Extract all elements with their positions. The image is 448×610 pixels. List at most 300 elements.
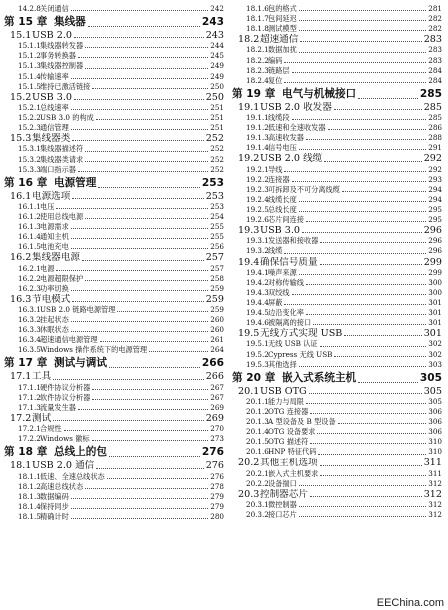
toc-entry-number: 18.2.3 bbox=[246, 65, 269, 75]
toc-dot-leader bbox=[328, 129, 427, 130]
toc-entry-number: 20.1.1 bbox=[246, 396, 269, 406]
toc-dot-leader bbox=[284, 171, 426, 172]
toc-entry-number: 20.1.3 bbox=[246, 417, 269, 427]
toc-subsection-entry[interactable] bbox=[232, 113, 442, 123]
toc-dot-leader bbox=[92, 389, 208, 390]
toc-entry-page: 278 bbox=[210, 481, 224, 491]
toc-subsection-entry[interactable] bbox=[4, 123, 224, 133]
toc-dot-leader bbox=[85, 488, 208, 489]
toc-entry-number: 20.3.2 bbox=[246, 510, 269, 520]
toc-subsection-entry[interactable] bbox=[232, 407, 442, 417]
toc-subsection-entry[interactable] bbox=[232, 427, 442, 437]
toc-entry-title: 控制器芯片 bbox=[260, 488, 308, 500]
toc-entry-page: 296 bbox=[428, 236, 442, 246]
toc-entry-title: OTG 描述符 bbox=[268, 437, 309, 447]
toc-entry-number: 15.1.3 bbox=[18, 61, 41, 71]
toc-subsection-entry[interactable] bbox=[232, 360, 442, 370]
toc-entry-title: 高速收发器 bbox=[268, 133, 304, 143]
toc-section-entry[interactable] bbox=[232, 34, 442, 45]
toc-entry-number: 15.1.2 bbox=[18, 51, 41, 61]
toc-entry-page: 295 bbox=[428, 204, 442, 214]
toc-dot-leader bbox=[92, 440, 209, 441]
toc-subsection-entry[interactable] bbox=[4, 222, 224, 232]
toc-subsection-entry[interactable] bbox=[232, 165, 442, 175]
toc-subsection-entry[interactable] bbox=[4, 434, 224, 444]
toc-entry-page: 286 bbox=[428, 123, 442, 133]
toc-entry-page: 276 bbox=[205, 460, 224, 472]
toc-subsection-entry[interactable] bbox=[4, 212, 224, 222]
toc-dot-leader bbox=[324, 161, 421, 162]
toc-entry-page: 283 bbox=[428, 45, 442, 55]
toc-section-entry[interactable] bbox=[4, 30, 224, 41]
toc-section-entry[interactable] bbox=[4, 413, 224, 424]
toc-entry-page: 266 bbox=[205, 371, 224, 383]
toc-entry-page: 256 bbox=[210, 242, 224, 252]
toc-entry-title: 电源管理 bbox=[54, 176, 97, 189]
toc-dot-leader bbox=[71, 109, 209, 110]
toc-entry-number: 18.1.6 bbox=[246, 4, 269, 13]
toc-section-entry[interactable] bbox=[232, 102, 442, 113]
toc-dot-leader bbox=[71, 78, 209, 79]
toc-subsection-entry[interactable] bbox=[4, 472, 224, 482]
toc-dot-leader bbox=[56, 208, 208, 209]
toc-chapter-entry[interactable] bbox=[4, 175, 224, 191]
toc-entry-page: 252 bbox=[210, 144, 224, 154]
toc-dot-leader bbox=[334, 109, 422, 110]
toc-entry-number: 19.2.2 bbox=[246, 174, 269, 184]
toc-entry-page: 293 bbox=[428, 174, 442, 184]
toc-entry-title: 其他选择 bbox=[268, 359, 297, 369]
toc-right-column bbox=[232, 4, 442, 520]
toc-dot-leader bbox=[53, 420, 204, 421]
toc-subsection-entry[interactable] bbox=[232, 479, 442, 489]
toc-dot-leader bbox=[56, 270, 208, 271]
toc-subsection-entry[interactable] bbox=[232, 469, 442, 479]
toc-entry-number: 16.3.3 bbox=[18, 325, 41, 335]
toc-entry-title: 屏蔽 bbox=[268, 298, 283, 307]
toc-entry-page: 294 bbox=[428, 184, 442, 194]
toc-dot-leader bbox=[284, 304, 426, 305]
toc-section-entry[interactable] bbox=[232, 458, 442, 469]
toc-subsection-entry[interactable] bbox=[4, 345, 224, 355]
toc-entry-title: Windows 操作系统下的电源管理 bbox=[40, 345, 148, 355]
toc-subsection-entry[interactable] bbox=[232, 205, 442, 215]
toc-entry-number: 15.1 bbox=[10, 30, 32, 42]
toc-subsection-entry[interactable] bbox=[4, 51, 224, 61]
toc-subsection-entry[interactable] bbox=[4, 492, 224, 502]
toc-entry-page: 282 bbox=[428, 14, 442, 24]
toc-chapter-entry[interactable] bbox=[4, 14, 224, 30]
toc-entry-number: 16.1.4 bbox=[18, 232, 41, 242]
toc-entry-title: 双绞线 bbox=[268, 287, 290, 297]
toc-subsection-entry[interactable] bbox=[4, 155, 224, 165]
toc-entry-page: 250 bbox=[205, 91, 224, 103]
toc-dot-leader bbox=[74, 99, 204, 100]
toc-entry-page: 251 bbox=[210, 102, 224, 112]
toc-entry-number: 16.1.3 bbox=[18, 222, 41, 232]
toc-section-entry[interactable] bbox=[232, 153, 442, 164]
toc-dot-leader bbox=[85, 47, 208, 48]
toc-chapter-entry[interactable] bbox=[232, 370, 442, 386]
toc-dot-leader bbox=[71, 228, 209, 229]
toc-subsection-entry[interactable] bbox=[4, 274, 224, 284]
toc-subsection-entry[interactable] bbox=[232, 143, 442, 153]
toc-section-entry[interactable] bbox=[232, 386, 442, 397]
toc-entry-title: 集线器 bbox=[54, 16, 86, 29]
toc-dot-leader bbox=[53, 379, 204, 380]
toc-entry-page: 259 bbox=[210, 305, 224, 314]
toc-chapter-entry[interactable] bbox=[4, 444, 224, 460]
toc-entry-page: 258 bbox=[210, 273, 224, 283]
toc-subsection-entry[interactable] bbox=[4, 242, 224, 252]
toc-entry-title: 通知主机 bbox=[40, 232, 69, 242]
toc-subsection-entry[interactable] bbox=[4, 264, 224, 274]
toc-entry-page: 266 bbox=[201, 357, 224, 370]
toc-entry-title: USB 2.0 收发器 bbox=[260, 101, 332, 113]
toc-entry-number: 16.2.1 bbox=[18, 263, 41, 273]
toc-entry-page: 260 bbox=[210, 315, 224, 325]
toc-dot-leader bbox=[320, 242, 426, 243]
toc-subsection-entry[interactable] bbox=[4, 165, 224, 175]
toc-entry-number: 19.4.4 bbox=[246, 298, 269, 307]
toc-entry-page: 269 bbox=[205, 412, 224, 424]
toc-subsection-entry[interactable] bbox=[232, 500, 442, 510]
toc-entry-title: 嵌入式系统主机 bbox=[282, 371, 357, 384]
toc-dot-leader bbox=[78, 171, 208, 172]
toc-subsection-entry[interactable] bbox=[4, 113, 224, 123]
toc-subsection-entry[interactable] bbox=[4, 4, 224, 14]
toc-section-entry[interactable] bbox=[4, 460, 224, 471]
toc-entry-title: 休眠状态 bbox=[40, 325, 69, 335]
toc-entry-page: 267 bbox=[210, 382, 224, 392]
toc-entry-page: 303 bbox=[428, 359, 442, 369]
toc-entry-page: 305 bbox=[419, 371, 442, 384]
toc-chapter-entry[interactable] bbox=[4, 355, 224, 371]
toc-subsection-entry[interactable] bbox=[4, 393, 224, 403]
toc-entry-title: 导线 bbox=[268, 164, 283, 174]
toc-entry-page: 310 bbox=[428, 437, 442, 447]
toc-dot-leader bbox=[310, 443, 426, 444]
toc-subsection-entry[interactable] bbox=[232, 66, 442, 76]
toc-subsection-entry[interactable] bbox=[4, 502, 224, 512]
toc-section-entry[interactable] bbox=[4, 191, 224, 202]
toc-entry-title: 数据加扰 bbox=[268, 45, 297, 55]
toc-entry-number: 16.1.2 bbox=[18, 211, 41, 221]
toc-section-entry[interactable] bbox=[4, 294, 224, 305]
toc-entry-page: 259 bbox=[205, 293, 224, 305]
toc-subsection-entry[interactable] bbox=[232, 215, 442, 225]
toc-subsection-entry[interactable] bbox=[232, 268, 442, 278]
toc-entry-page: 285 bbox=[419, 87, 442, 100]
toc-subsection-entry[interactable] bbox=[232, 133, 442, 143]
toc-dot-leader bbox=[306, 221, 426, 222]
toc-section-entry[interactable] bbox=[232, 328, 442, 339]
toc-subsection-entry[interactable] bbox=[232, 510, 442, 520]
toc-subsection-entry[interactable] bbox=[4, 103, 224, 113]
toc-entry-number: 16.1.5 bbox=[18, 242, 41, 252]
toc-entry-page: 292 bbox=[423, 153, 442, 165]
toc-entry-page: 288 bbox=[428, 133, 442, 143]
toc-subsection-entry[interactable] bbox=[4, 383, 224, 393]
toc-dot-leader bbox=[320, 475, 426, 476]
toc-subsection-entry[interactable] bbox=[232, 417, 442, 427]
toc-subsection-entry[interactable] bbox=[232, 350, 442, 360]
toc-dot-leader bbox=[306, 403, 426, 404]
toc-subsection-entry[interactable] bbox=[232, 14, 442, 24]
toc-entry-title: HNP 特征代码 bbox=[268, 447, 317, 457]
toc-subsection-entry[interactable] bbox=[4, 424, 224, 434]
toc-entry-page: 250 bbox=[210, 81, 224, 91]
toc-entry-number: 19.1.1 bbox=[246, 113, 269, 123]
toc-subsection-entry[interactable] bbox=[232, 24, 442, 34]
toc-entry-number: 17.2.2 bbox=[18, 434, 41, 444]
toc-entry-page: 301 bbox=[428, 318, 442, 328]
toc-subsection-entry[interactable] bbox=[4, 202, 224, 212]
toc-entry-number: 18.1.7 bbox=[246, 14, 269, 24]
toc-section-entry[interactable] bbox=[4, 252, 224, 263]
toc-entry-title: 信号电压 bbox=[268, 143, 297, 153]
toc-subsection-entry[interactable] bbox=[232, 339, 442, 349]
toc-entry-page: 306 bbox=[428, 427, 442, 437]
toc-dot-leader bbox=[107, 478, 209, 479]
toc-entry-page: 276 bbox=[210, 471, 224, 481]
toc-section-entry[interactable] bbox=[4, 92, 224, 103]
toc-entry-title: 对称传输线 bbox=[268, 277, 304, 287]
toc-subsection-entry[interactable] bbox=[232, 437, 442, 447]
toc-dot-leader bbox=[71, 518, 209, 519]
toc-subsection-entry[interactable] bbox=[4, 335, 224, 345]
toc-entry-title: 集线器电源 bbox=[32, 252, 80, 264]
toc-entry-page: 255 bbox=[210, 232, 224, 242]
toc-subsection-entry[interactable] bbox=[232, 236, 442, 246]
toc-dot-leader bbox=[320, 346, 427, 347]
toc-entry-title: 总线速率 bbox=[40, 102, 69, 112]
toc-entry-page: 251 bbox=[210, 113, 224, 123]
toc-entry-title: 流量发生器 bbox=[40, 402, 76, 412]
toc-entry-title: OTG 连接器 bbox=[268, 407, 309, 417]
toc-subsection-entry[interactable] bbox=[4, 512, 224, 522]
toc-section-entry[interactable] bbox=[232, 225, 442, 236]
toc-entry-number: 16.3.2 bbox=[18, 315, 41, 325]
toc-dot-leader bbox=[344, 335, 421, 336]
toc-dot-leader bbox=[117, 311, 208, 312]
toc-entry-title: 维持已激活链接 bbox=[40, 81, 91, 91]
toc-entry-number: 19.2.5 bbox=[246, 204, 269, 214]
toc-entry-page: 249 bbox=[210, 71, 224, 81]
toc-subsection-entry[interactable] bbox=[232, 246, 442, 256]
toc-entry-number: 15.2 bbox=[10, 91, 32, 103]
toc-entry-number: 19.2.1 bbox=[246, 164, 269, 174]
toc-entry-number: 16.3.5 bbox=[18, 345, 41, 355]
toc-subsection-entry[interactable] bbox=[232, 56, 442, 66]
toc-dot-leader bbox=[299, 274, 427, 275]
toc-entry-title: 无线方式实现 USB bbox=[260, 328, 343, 340]
toc-dot-leader bbox=[342, 191, 426, 192]
toc-dot-leader bbox=[306, 139, 426, 140]
toc-subsection-entry[interactable] bbox=[232, 175, 442, 185]
toc-entry-number: 第 20 章 bbox=[232, 371, 276, 384]
toc-subsection-entry[interactable] bbox=[232, 4, 442, 14]
toc-entry-page: 279 bbox=[210, 501, 224, 511]
toc-section-entry[interactable] bbox=[232, 489, 442, 500]
toc-entry-number: 14.2.8 bbox=[18, 4, 41, 13]
toc-entry-title: 连接器 bbox=[268, 174, 290, 184]
toc-subsection-entry[interactable] bbox=[4, 72, 224, 82]
toc-entry-page: 296 bbox=[428, 246, 442, 256]
toc-subsection-entry[interactable] bbox=[232, 397, 442, 407]
toc-entry-number: 第 19 章 bbox=[232, 87, 276, 100]
toc-subsection-entry[interactable] bbox=[4, 403, 224, 413]
toc-section-entry[interactable] bbox=[4, 133, 224, 144]
toc-dot-leader bbox=[317, 433, 426, 434]
toc-entry-number: 19.1.2 bbox=[246, 123, 269, 133]
toc-dot-leader bbox=[149, 351, 208, 352]
toc-entry-number: 第 18 章 bbox=[4, 446, 48, 459]
toc-entry-page: 279 bbox=[210, 491, 224, 501]
toc-entry-number: 18.2.4 bbox=[246, 75, 269, 85]
toc-entry-page: 252 bbox=[210, 164, 224, 174]
toc-subsection-entry[interactable] bbox=[4, 41, 224, 51]
toc-dot-leader bbox=[92, 399, 208, 400]
toc-subsection-entry[interactable] bbox=[232, 76, 442, 86]
toc-entry-title: Cypress 无线 USB bbox=[268, 349, 333, 359]
toc-subsection-entry[interactable] bbox=[232, 318, 442, 328]
toc-entry-page: 291 bbox=[428, 143, 442, 153]
toc-subsection-entry[interactable] bbox=[4, 144, 224, 154]
toc-entry-title: 通信管理 bbox=[40, 123, 69, 133]
toc-entry-page: 276 bbox=[201, 446, 224, 459]
toc-entry-title: 能力与局限 bbox=[268, 396, 304, 406]
toc-entry-page: 312 bbox=[428, 510, 442, 520]
toc-subsection-entry[interactable] bbox=[232, 278, 442, 288]
toc-entry-page: 252 bbox=[210, 154, 224, 164]
toc-dot-leader bbox=[299, 211, 427, 212]
toc-subsection-entry[interactable] bbox=[232, 123, 442, 133]
toc-entry-number: 15.1.4 bbox=[18, 71, 41, 81]
toc-section-entry[interactable] bbox=[4, 371, 224, 382]
toc-subsection-entry[interactable] bbox=[232, 288, 442, 298]
toc-subsection-entry[interactable] bbox=[4, 284, 224, 294]
toc-entry-title: 功率切换 bbox=[40, 283, 69, 293]
toc-subsection-entry[interactable] bbox=[4, 305, 224, 315]
toc-dot-leader bbox=[299, 366, 427, 367]
toc-section-entry[interactable] bbox=[232, 257, 442, 268]
toc-dot-leader bbox=[78, 57, 208, 58]
toc-entry-number: 15.3.2 bbox=[18, 154, 41, 164]
toc-entry-page: 283 bbox=[428, 55, 442, 65]
toc-entry-title: 测试模型 bbox=[268, 24, 297, 34]
toc-dot-leader bbox=[310, 496, 422, 497]
toc-entry-page: 253 bbox=[201, 176, 224, 189]
toc-entry-title: 电气与机械接口 bbox=[282, 87, 357, 100]
toc-entry-page: 301 bbox=[428, 298, 442, 307]
toc-entry-number: 第 17 章 bbox=[4, 357, 48, 370]
toc-entry-page: 257 bbox=[210, 263, 224, 273]
toc-entry-page: 283 bbox=[423, 34, 442, 46]
toc-entry-title: 微控制器 bbox=[268, 500, 297, 510]
toc-entry-title: 复位 bbox=[268, 75, 283, 85]
toc-entry-number: 19.1 bbox=[238, 101, 260, 113]
toc-entry-number: 16.3 bbox=[10, 293, 32, 305]
toc-entry-number: 15.2.2 bbox=[18, 113, 41, 123]
toc-entry-page: 280 bbox=[210, 511, 224, 521]
toc-entry-page: 260 bbox=[210, 325, 224, 335]
toc-dot-leader bbox=[72, 301, 203, 302]
toc-dot-leader bbox=[71, 290, 209, 291]
toc-entry-title: 包间延迟 bbox=[268, 14, 297, 24]
toc-entry-title: 超速通信 bbox=[260, 34, 299, 46]
toc-entry-page: 270 bbox=[210, 424, 224, 434]
toc-left-column bbox=[4, 4, 224, 522]
toc-entry-page: 242 bbox=[210, 4, 224, 13]
toc-dot-leader bbox=[96, 119, 208, 120]
toc-entry-page: 311 bbox=[423, 457, 442, 469]
toc-entry-title: 测试与调试 bbox=[54, 357, 107, 370]
toc-entry-title: 保持同步 bbox=[40, 501, 69, 511]
toc-entry-title: 测试 bbox=[32, 412, 52, 424]
toc-subsection-entry[interactable] bbox=[232, 308, 442, 318]
toc-dot-leader bbox=[313, 324, 426, 325]
toc-subsection-entry[interactable] bbox=[4, 232, 224, 242]
toc-dot-leader bbox=[71, 248, 209, 249]
toc-entry-title: 可拆卸及不可分离线缆 bbox=[268, 184, 340, 194]
toc-chapter-entry[interactable] bbox=[232, 86, 442, 102]
toc-entry-page: 292 bbox=[428, 164, 442, 174]
toc-entry-title: USB 2.0 通信 bbox=[32, 460, 95, 472]
toc-entry-title: USB OTG bbox=[260, 385, 307, 397]
toc-dot-leader bbox=[71, 129, 209, 130]
toc-entry-page: 269 bbox=[210, 402, 224, 412]
toc-subsection-entry[interactable] bbox=[232, 185, 442, 195]
toc-subsection-entry[interactable] bbox=[4, 315, 224, 325]
toc-entry-title: 电源选项 bbox=[32, 190, 71, 202]
toc-entry-number: 19.5 bbox=[238, 328, 260, 340]
toc-entry-title: 电源需求 bbox=[40, 222, 69, 232]
toc-entry-page: 284 bbox=[428, 75, 442, 85]
toc-entry-title: 节电模式 bbox=[32, 293, 71, 305]
toc-entry-title: USB 3.0 bbox=[260, 225, 301, 237]
toc-dot-leader bbox=[72, 198, 203, 199]
toc-dot-leader bbox=[292, 119, 427, 120]
toc-entry-number: 15.1.5 bbox=[18, 81, 41, 91]
toc-entry-page: 310 bbox=[428, 447, 442, 457]
toc-entry-number: 16.2.2 bbox=[18, 273, 41, 283]
watermark-text: EEChina.com bbox=[376, 597, 444, 609]
toc-entry-title: 超速通信电源管理 bbox=[40, 335, 98, 345]
toc-subsection-entry[interactable] bbox=[4, 82, 224, 92]
toc-dot-leader bbox=[284, 82, 426, 83]
toc-entry-number: 19.4 bbox=[238, 256, 260, 268]
toc-subsection-entry[interactable] bbox=[232, 195, 442, 205]
toc-entry-page: 245 bbox=[210, 51, 224, 61]
toc-dot-leader bbox=[71, 10, 209, 11]
toc-entry-number: 18.1.1 bbox=[18, 471, 41, 481]
toc-dot-leader bbox=[338, 423, 427, 424]
toc-entry-title: 高速总线状态 bbox=[40, 481, 84, 491]
toc-subsection-entry[interactable] bbox=[232, 447, 442, 457]
toc-entry-title: 集线器控制器 bbox=[40, 61, 84, 71]
toc-subsection-entry[interactable] bbox=[232, 298, 442, 308]
toc-entry-page: 251 bbox=[210, 123, 224, 133]
toc-entry-number: 19.2 bbox=[238, 153, 260, 165]
toc-entry-number: 20.3.1 bbox=[246, 500, 269, 510]
toc-subsection-entry[interactable] bbox=[4, 482, 224, 492]
toc-subsection-entry[interactable] bbox=[4, 61, 224, 71]
toc-dot-leader bbox=[302, 232, 422, 233]
toc-subsection-entry[interactable] bbox=[232, 45, 442, 55]
toc-subsection-entry[interactable] bbox=[4, 325, 224, 335]
toc-entry-number: 20.1.2 bbox=[246, 407, 269, 417]
